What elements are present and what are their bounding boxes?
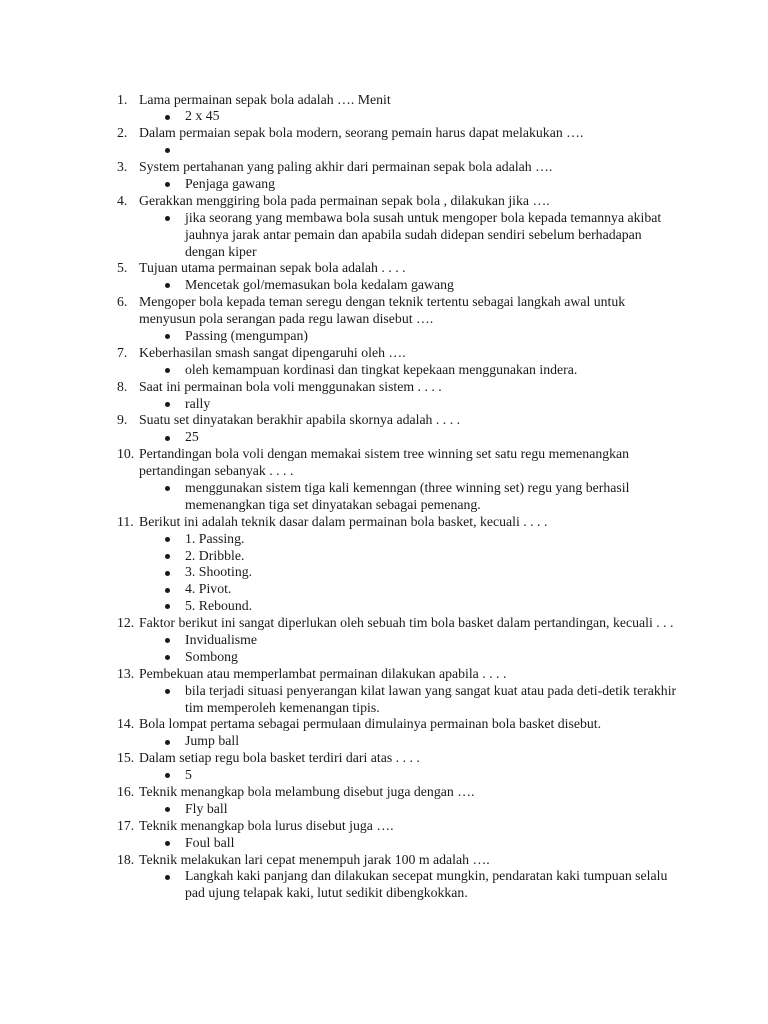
question-line: Gerakkan menggiring bola pada permainan sepak bola , dilakukan jika …. — [139, 192, 550, 208]
answer-bullet-item — [117, 767, 697, 784]
bullet-icon — [165, 875, 170, 880]
question-line: System pertahanan yang paling akhir dari permainan sepak bola adalah …. — [139, 159, 553, 175]
question-number: 7. — [117, 344, 128, 360]
question-line: Lama permainan sepak bola adalah …. Menit — [139, 91, 391, 107]
question-item — [117, 446, 697, 514]
answer-bullet-item — [117, 396, 697, 413]
question-item — [117, 818, 697, 852]
question-item — [117, 159, 697, 193]
answer-line: 1. Passing. — [185, 530, 245, 546]
question-line: Teknik menangkap bola lurus disebut juga …. — [139, 817, 394, 833]
question-number: 11. — [117, 513, 134, 529]
question-text — [139, 514, 697, 531]
question-line: Bola lompat pertama sebagai permulaan dimulainya permainan bola basket disebut. — [139, 716, 602, 732]
answer-line: 4. Pivot. — [185, 581, 232, 597]
question-line: menyusun pola serangan pada regu lawan disebut …. — [139, 311, 434, 327]
answer-line: 5. Rebound. — [185, 598, 253, 614]
question-line: Pertandingan bola voli dengan memakai sistem tree winning set satu regu memenangkan — [139, 446, 630, 462]
answer-line: Langkah kaki panjang dan dilakukan secepat mungkin, pendaratan kaki tumpuan selalu — [185, 868, 668, 884]
bullet-icon — [165, 773, 170, 778]
question-text — [139, 818, 697, 835]
question-number: 2. — [117, 125, 128, 141]
question-text — [139, 716, 697, 733]
bullet-icon — [165, 402, 170, 407]
question-number: 18. — [117, 851, 135, 867]
question-number: 8. — [117, 378, 128, 394]
answer-line: Sombong — [185, 648, 238, 664]
question-item — [117, 125, 697, 159]
answer-bullet-item — [117, 598, 697, 615]
answer-line: jauhnya jarak antar pemain dan apabila sudah didepan sendiri sebelum berhadapan — [185, 226, 642, 242]
answer-line: tim memperoleh kemenangan tipis. — [185, 699, 380, 715]
answer-bullet-item — [117, 531, 697, 548]
bullet-icon — [165, 115, 170, 120]
question-number: 14. — [117, 716, 135, 732]
question-number: 12. — [117, 615, 135, 631]
bullet-icon — [165, 216, 170, 221]
question-item — [117, 345, 697, 379]
question-line: Berikut ini adalah teknik dasar dalam permainan bola basket, kecuali . . . . — [139, 513, 548, 529]
question-item — [117, 852, 697, 903]
question-line: Dalam setiap regu bola basket terdiri dari atas . . . . — [139, 750, 420, 766]
bullet-icon — [165, 571, 170, 576]
bullet-icon — [165, 689, 170, 694]
answer-bullet-item — [117, 581, 697, 598]
question-line: Keberhasilan smash sangat dipengaruhi oleh …. — [139, 344, 406, 360]
bullet-icon — [165, 638, 170, 643]
question-line: Teknik melakukan lari cepat menempuh jarak 100 m adalah …. — [139, 851, 490, 867]
question-line: Faktor berikut ini sangat diperlukan oleh sebuah tim bola basket dalam pertandingan, kecuali . . . — [139, 615, 674, 631]
answer-bullet-item — [117, 142, 697, 159]
question-number: 9. — [117, 412, 128, 428]
answer-line: 2 x 45 — [185, 108, 220, 124]
answer-bullet-item — [117, 649, 697, 666]
question-text — [139, 412, 697, 429]
question-line: Saat ini permainan bola voli menggunakan sistem . . . . — [139, 378, 442, 394]
question-line: Mengoper bola kepada teman seregu dengan teknik tertentu sebagai langkah awal untuk — [139, 294, 626, 310]
question-text — [139, 446, 697, 480]
bullet-icon — [165, 486, 170, 491]
question-item — [117, 716, 697, 750]
question-item — [117, 379, 697, 413]
question-text — [139, 159, 697, 176]
answer-line — [185, 142, 697, 159]
question-line: Pembekuan atau memperlambat permainan dilakukan apabila . . . . — [139, 665, 507, 681]
bullet-icon — [165, 841, 170, 846]
question-text — [139, 666, 697, 683]
answer-line: 3. Shooting. — [185, 564, 253, 580]
answer-line: rally — [185, 395, 211, 411]
question-line: Teknik menangkap bola melambung disebut juga dengan …. — [139, 784, 475, 800]
bullet-icon — [165, 604, 170, 609]
question-line: Suatu set dinyatakan berakhir apabila skornya adalah . . . . — [139, 412, 461, 428]
question-number: 16. — [117, 784, 135, 800]
answer-line: oleh kemampuan kordinasi dan tingkat kepekaan menggunakan indera. — [185, 361, 578, 377]
question-text — [139, 345, 697, 362]
question-line: Dalam permaian sepak bola modern, seorang pemain harus dapat melakukan …. — [139, 125, 584, 141]
question-text — [139, 92, 697, 109]
question-text — [139, 615, 697, 632]
question-line: pertandingan sebanyak . . . . — [139, 463, 294, 479]
answer-line: dengan kiper — [185, 243, 257, 259]
bullet-icon — [165, 807, 170, 812]
answer-bullet-item — [117, 835, 697, 852]
answer-bullet-item — [117, 176, 697, 193]
bullet-icon — [165, 334, 170, 339]
question-item — [117, 784, 697, 818]
bullet-icon — [165, 537, 170, 542]
answer-bullet-item — [117, 683, 697, 717]
bullet-icon — [165, 283, 170, 288]
answer-line: 25 — [185, 429, 199, 445]
answer-line: Fly ball — [185, 800, 228, 816]
question-number: 13. — [117, 665, 135, 681]
answer-line: menggunakan sistem tiga kali kemenngan (three winning set) regu yang berhasil — [185, 479, 630, 495]
question-number: 1. — [117, 91, 128, 107]
question-item — [117, 294, 697, 345]
question-item — [117, 666, 697, 717]
question-text — [139, 125, 697, 142]
question-item — [117, 615, 697, 666]
answer-line: Jump ball — [185, 733, 240, 749]
question-text — [139, 379, 697, 396]
question-text — [139, 260, 697, 277]
answer-bullet-item — [117, 328, 697, 345]
question-item — [117, 260, 697, 294]
question-item — [117, 92, 697, 126]
question-number: 4. — [117, 192, 128, 208]
question-number: 15. — [117, 750, 135, 766]
question-number: 5. — [117, 260, 128, 276]
answer-bullet-item — [117, 548, 697, 565]
answer-bullet-item — [117, 362, 697, 379]
answer-line: pad ujung telapak kaki, lutut sedikit dibengkokkan. — [185, 885, 468, 901]
answer-bullet-item — [117, 108, 697, 125]
question-text — [139, 750, 697, 767]
question-number: 6. — [117, 294, 128, 310]
question-item — [117, 514, 697, 615]
question-number: 17. — [117, 817, 135, 833]
answer-bullet-item — [117, 480, 697, 514]
answer-bullet-item — [117, 277, 697, 294]
question-item — [117, 750, 697, 784]
bullet-icon — [165, 436, 170, 441]
question-text — [139, 193, 697, 210]
answer-line: Foul ball — [185, 834, 235, 850]
bullet-icon — [165, 588, 170, 593]
answer-line: memenangkan tiga set dinyatakan sebagai pemenang. — [185, 496, 481, 512]
answer-line: 5 — [185, 767, 192, 783]
question-line: Tujuan utama permainan sepak bola adalah . . . . — [139, 260, 406, 276]
bullet-icon — [165, 182, 170, 187]
answer-line: Penjaga gawang — [185, 175, 276, 191]
question-text — [139, 294, 697, 328]
question-number: 10. — [117, 446, 135, 462]
bullet-icon — [165, 655, 170, 660]
answer-bullet-item — [117, 801, 697, 818]
question-text — [139, 784, 697, 801]
question-item — [117, 193, 697, 261]
answer-line: 2. Dribble. — [185, 547, 245, 563]
answer-bullet-item — [117, 429, 697, 446]
bullet-icon — [165, 740, 170, 745]
bullet-icon — [165, 368, 170, 373]
bullet-icon — [165, 148, 170, 153]
answer-line: Mencetak gol/memasukan bola kedalam gawang — [185, 277, 454, 293]
bullet-icon — [165, 554, 170, 559]
answer-line: bila terjadi situasi penyerangan kilat lawan yang sangat kuat atau pada deti-detik terakhir — [185, 682, 677, 698]
answer-bullet-item — [117, 868, 697, 902]
answer-line: Passing (mengumpan) — [185, 327, 309, 343]
question-list — [117, 92, 697, 903]
answer-line: Invidualisme — [185, 632, 258, 647]
question-text — [139, 852, 697, 869]
answer-bullet-item — [117, 210, 697, 261]
question-item — [117, 412, 697, 446]
question-number: 3. — [117, 159, 128, 175]
answer-line: jika seorang yang membawa bola susah untuk mengoper bola kepada temannya akibat — [185, 209, 662, 225]
answer-bullet-item — [117, 632, 697, 649]
answer-bullet-item — [117, 564, 697, 581]
answer-bullet-item — [117, 733, 697, 750]
